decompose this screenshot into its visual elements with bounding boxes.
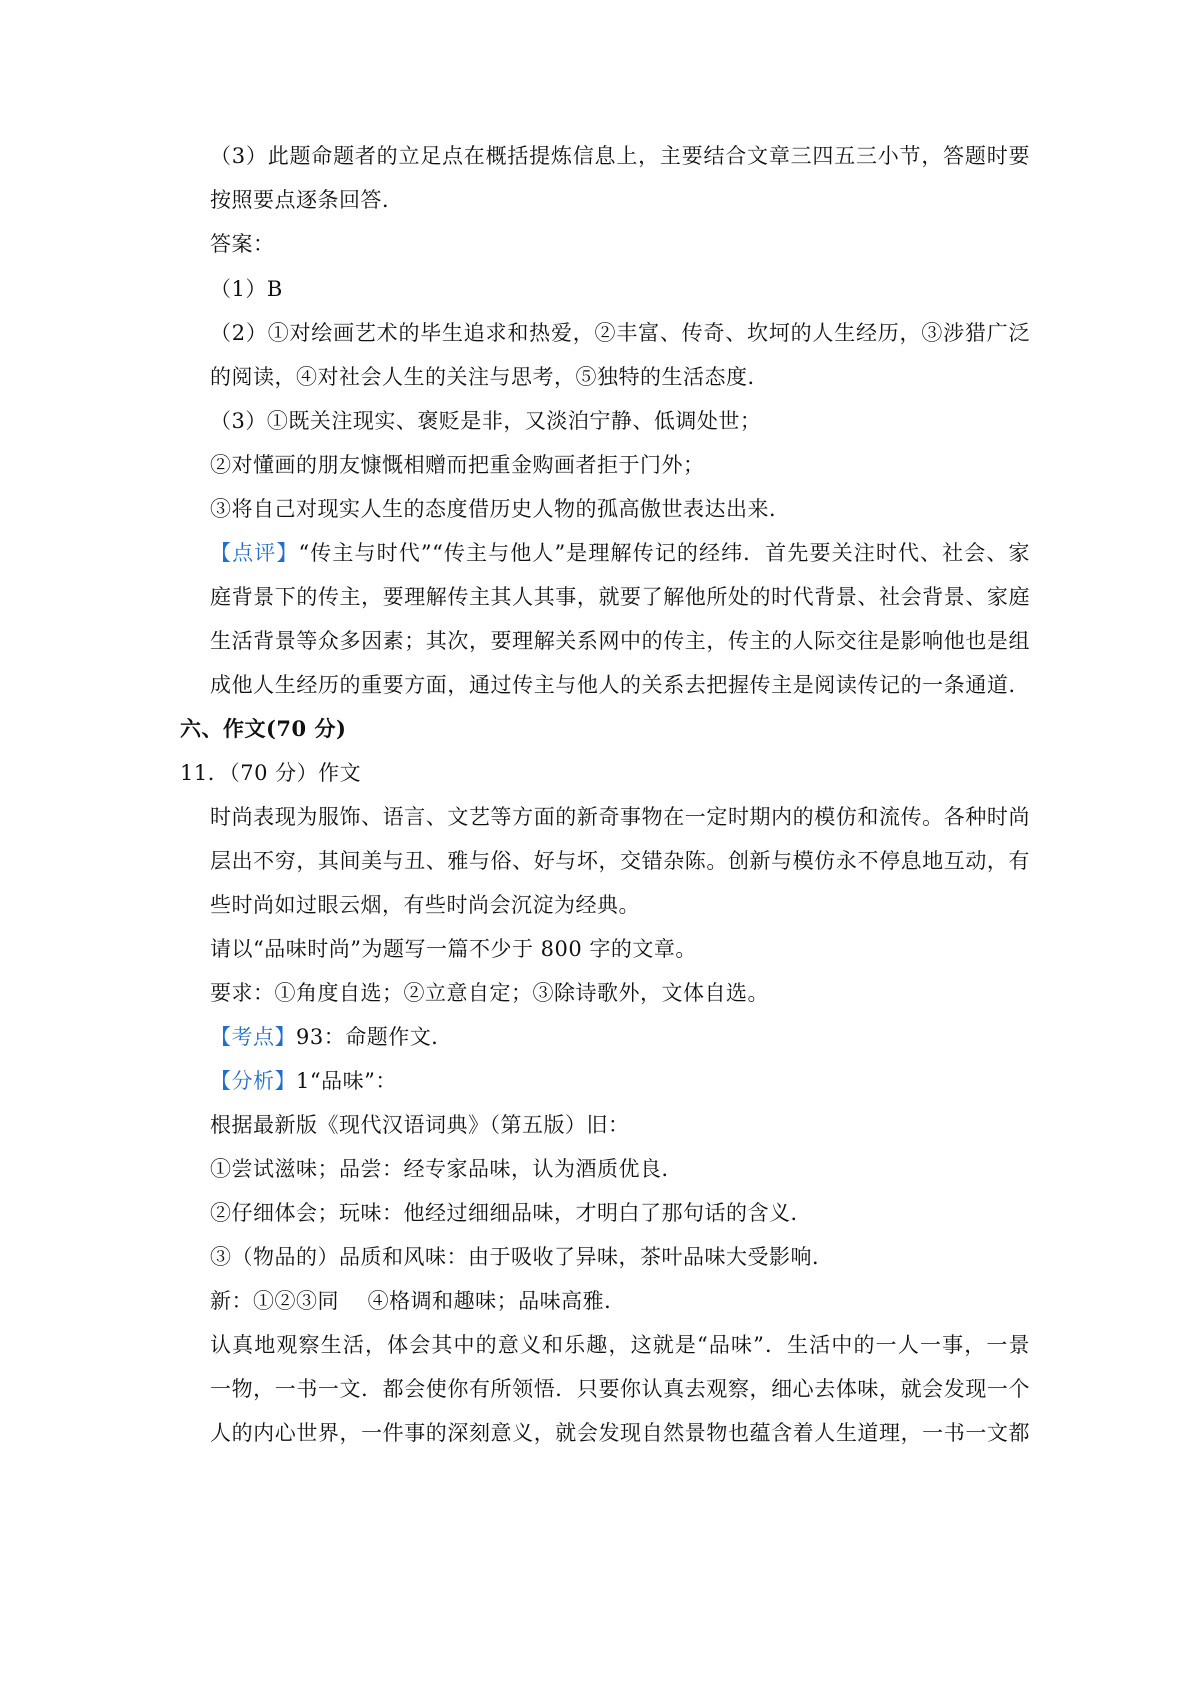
comment-text: “传主与时代”“传主与他人”是理解传记的经纬．首先要关注时代、社会、家 (298, 541, 1030, 565)
prompt-line-3: 些时尚如过眼云烟，有些时尚会沉淀为经典。 (210, 893, 640, 917)
answer-3-line-2: ②对懂画的朋友慷慨相赠而把重金购画者拒于门外； (210, 453, 705, 477)
question-number: 11．（70 分）作文 (180, 761, 362, 785)
part3-note-line-1: （3）此题命题者的立足点在概括提炼信息上，主要结合文章三四五三小节，答题时要 (210, 144, 1030, 168)
comment-line-1 (210, 538, 1030, 568)
definition-2: ②仔细体会；玩味：他经过细细品味，才明白了那句话的含义． (210, 1201, 812, 1225)
dictionary-intro: 根据最新版《现代汉语词典》（第五版）旧： (210, 1113, 630, 1137)
definition-3: ③（物品的）品质和风味：由于吸收了异味，茶叶品味大受影响． (210, 1245, 834, 1269)
comment-line-4: 成他人生经历的重要方面，通过传主与他人的关系去把握传主是阅读传记的一条通道． (210, 673, 1030, 697)
definition-1: ①尝试滋味；品尝：经专家品味，认为酒质优良． (210, 1157, 683, 1181)
comment-line-2: 庭背景下的传主，要理解传主其人其事，就要了解他所处的时代背景、社会背景、家庭 (210, 585, 1030, 609)
requirements-line: 要求：①角度自选；②立意自定；③除诗歌外，文体自选。 (210, 981, 769, 1005)
kaodian-text: 93：命题作文． (296, 1025, 453, 1049)
fenxi-line (210, 1066, 1030, 1096)
definition-new: 新：①②③同 ④格调和趣味；品味高雅． (210, 1289, 626, 1313)
paragraph-line-2: 一物，一书一文．都会使你有所领悟．只要你认真去观察，细心去体味，就会发现一个 (210, 1377, 1030, 1401)
prompt-line-1: 时尚表现为服饰、语言、文艺等方面的新奇事物在一定时期内的模仿和流传。各种时尚 (210, 805, 1030, 829)
fenxi-text: 1“品味”： (296, 1069, 397, 1093)
answer-2-line-2: 的阅读，④对社会人生的关注与思考，⑤独特的生活态度． (210, 365, 769, 389)
part3-note-line-2: 按照要点逐条回答． (210, 188, 404, 212)
answer-label: 答案： (210, 232, 275, 256)
kaodian-tag: 【考点】 (210, 1025, 296, 1049)
answer-2-line-1: （2）①对绘画艺术的毕生追求和热爱，②丰富、传奇、坎坷的人生经历，③涉猎广泛 (210, 321, 1030, 345)
prompt-line-2: 层出不穷，其间美与丑、雅与俗、好与坏，交错杂陈。创新与模仿永不停息地互动，有 (210, 849, 1030, 873)
paragraph-line-3: 人的内心世界，一件事的深刻意义，就会发现自然景物也蕴含着人生道理，一书一文都 (210, 1421, 1030, 1445)
answer-1: （1）B (210, 277, 283, 301)
section-heading: 六、作文(70 分) (180, 716, 347, 741)
fenxi-tag: 【分析】 (210, 1069, 296, 1093)
task-line: 请以“品味时尚”为题写一篇不少于 800 字的文章。 (210, 937, 697, 961)
paragraph-line-1: 认真地观察生活，体会其中的意义和乐趣，这就是“品味”．生活中的一人一事，一景 (210, 1333, 1030, 1357)
kaodian-line (210, 1022, 1030, 1052)
comment-line-3: 生活背景等众多因素；其次，要理解关系网中的传主，传主的人际交往是影响他也是组 (210, 629, 1030, 653)
answer-3-line-3: ③将自己对现实人生的态度借历史人物的孤高傲世表达出来． (210, 497, 791, 521)
answer-3-line-1: （3）①既关注现实、褒贬是非，又淡泊宁静、低调处世； (210, 409, 762, 433)
comment-tag: 【点评】 (210, 541, 299, 565)
